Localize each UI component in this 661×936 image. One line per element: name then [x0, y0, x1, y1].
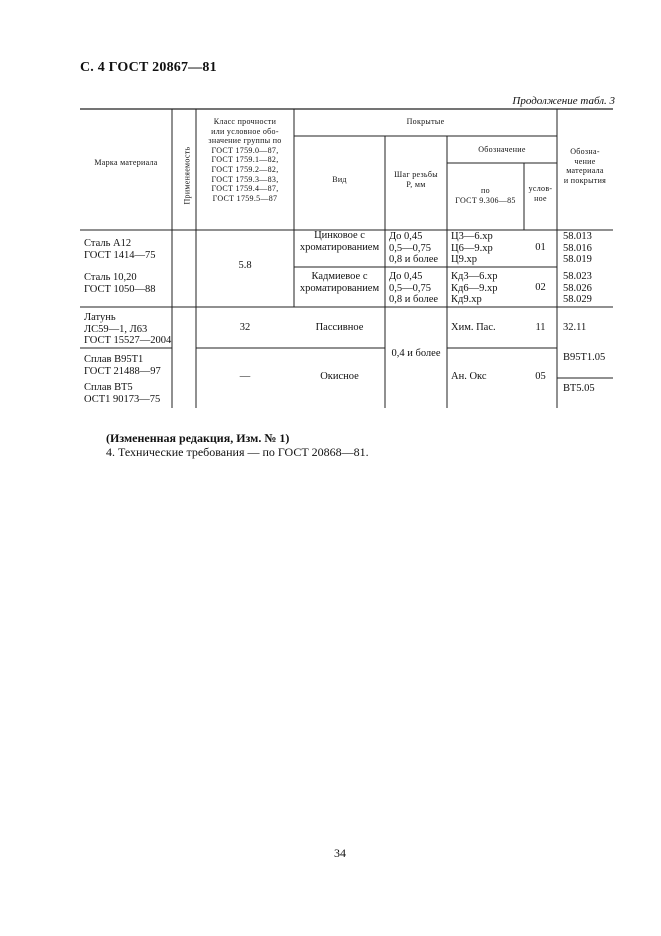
conventional-code-cell: 05: [535, 371, 546, 382]
material-cell: Сталь 10,20 ГОСТ 1050—88: [84, 272, 156, 295]
coating-kind-cell: Кадмиевое с хроматированием: [299, 271, 380, 294]
conventional-code-cell: 01: [535, 242, 546, 253]
header-thread-pitch: Шаг резьбы P, мм: [394, 170, 438, 189]
table-continuation-label: Продолжение табл. 3: [512, 95, 615, 107]
gost-designation-cell: Ц3—6.хр Ц6—9.хр Ц9.хр: [451, 231, 493, 265]
header-conventional: услов- ное: [528, 184, 553, 203]
material-cell: Сталь А12 ГОСТ 1414—75: [84, 238, 156, 261]
page-header: С. 4 ГОСТ 20867—81: [80, 60, 217, 75]
coating-kind-cell: Пассивное: [315, 322, 364, 333]
material-coating-code-cell: 58.013 58.016 58.019: [563, 231, 592, 265]
gost-designation-cell: Кд3—6.хр Кд6—9.хр Кд9.хр: [451, 271, 498, 305]
material-coating-code-cell: 58.023 58.026 58.029: [563, 271, 592, 305]
header-kind: Вид: [332, 175, 347, 184]
header-material-coating: Обозна- чение материала и покрытия: [563, 147, 607, 185]
coating-kind-cell: Цинковое с хроматированием: [299, 230, 380, 253]
gost-designation-cell: Ан. Окс: [451, 371, 487, 382]
material-coating-code-cell: В95Т1.05: [563, 352, 606, 363]
header-strength-class: Класс прочности или условное обо- значение группы по ГОСТ 1759.0—87, ГОСТ 1759.1—82, ГОСТ 1759.2—82, ГОСТ 1759.3—83, ГОСТ 1759.4—87, ГОСТ 1759.5—87: [208, 117, 282, 203]
material-cell: Латунь ЛС59—1, Л63 ГОСТ 15527—2004: [84, 312, 172, 346]
conventional-code-cell: 02: [535, 282, 546, 293]
amendment-note: (Измененная редакция, Изм. № 1): [106, 431, 290, 445]
material-coating-code-cell: 32.11: [563, 322, 587, 333]
header-applicability: Применяемость: [182, 145, 192, 205]
thread-pitch-cell: До 0,45 0,5—0,75 0,8 и более: [389, 231, 439, 265]
material-cell: Сплав В95Т1 ГОСТ 21488—97: [84, 354, 161, 377]
coating-kind-cell: Окисное: [320, 371, 359, 382]
page-number: 34: [334, 846, 346, 860]
strength-class-cell: 32: [239, 322, 251, 333]
header-by-gost: по ГОСТ 9.306—85: [455, 186, 516, 205]
gost-designation-cell: Хим. Пас.: [451, 322, 496, 333]
thread-pitch-cell: До 0,45 0,5—0,75 0,8 и более: [389, 271, 439, 305]
strength-class-cell: 5.8: [238, 260, 252, 271]
material-cell: Сплав ВТ5 ОСТ1 90173—75: [84, 382, 161, 405]
header-material: Марка материала: [94, 158, 158, 167]
material-coating-code-cell: ВТ5.05: [563, 383, 595, 394]
header-designation: Обозначение: [478, 145, 526, 154]
header-coating: Покрытые: [406, 117, 445, 126]
strength-class-cell: —: [239, 371, 251, 382]
thread-pitch-cell: 0,4 и более: [391, 348, 441, 359]
requirements-note: 4. Технические требования — по ГОСТ 20868—81.: [106, 445, 369, 459]
conventional-code-cell: 11: [535, 322, 546, 333]
